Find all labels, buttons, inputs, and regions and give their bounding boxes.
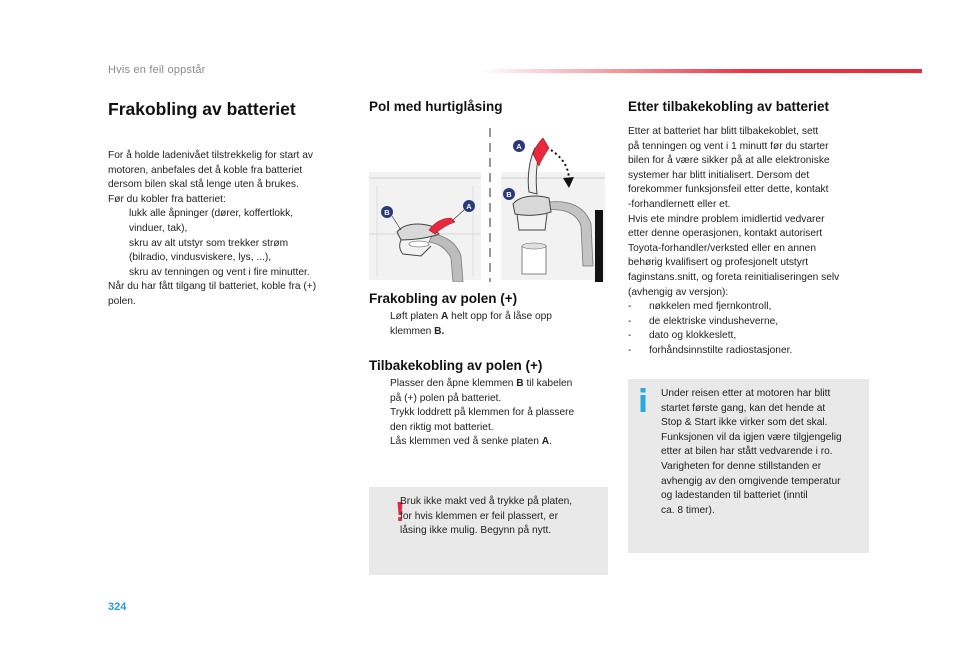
info-icon [638,388,648,412]
list-item: Plasser den åpne klemmen B til kabelen på (+) polen på batteriet. [369,377,609,406]
reconnect-steps [369,377,609,450]
after-reconnect-text: Etter at batteriet har blitt tilbakekoblet, sett på tenningen og vent i 1 minutt før du starter bilen for å være sikker på at alle elektroniske systemer har blitt initialisert. Dersom det forekommer funksjonsfeil etter dette, kontakt -forhandlernett eller et. Hvis ete mindre problem imidlertid vedvarer etter denne operasjonen, kontakt autorisert Toyota-forhandler/verksted eller en annen behørig kvalifisert og profesjonelt utstyrt faginstans.snitt, og foreta reinitialiseringen selv (avhengig av versjon): - nøkkelen med fjernkontroll, - de elektriske vindusheverne, - dato og klokkeslett, - forhåndsinnstilte radiostasjoner. [628,125,873,359]
list-item: lukk alle åpninger (dører, koffertlokk, vinduer, tak), [108,207,353,236]
svg-text:B: B [506,190,512,199]
battery-edge-right [595,210,603,282]
list-item: skru av tenningen og vent i fire minutter. [108,266,353,281]
section-title-disconnect-pole: Frakobling av polen (+) [369,291,518,306]
list-item: - dato og klokkeslett, [628,330,737,342]
list-item: Trykk loddrett på klemmen for å plassere den riktig mot batteriet. [369,406,609,435]
section-title-quick-lock: Pol med hurtiglåsing [369,99,503,114]
info-note: Under reisen etter at motoren har blitt startet første gang, kan det hende at Stop & Start ikke virker som det skal. Funksjonen vil da igjen være tilgjengelig etter at bilen har stått vedvarende i ro. Varigheten for denne stillstanden er avhengig av den omgivende temperatur og ladestanden til batteriet (inntil ca. 8 timer). [628,379,869,553]
battery-post [522,246,546,274]
chapter-title: Hvis en feil oppstår [108,64,206,76]
warning-note: Bruk ikke makt ved å trykke på platen, for hvis klemmen er feil plassert, er låsing ikke mulig. Begynn på nytt. [369,487,608,575]
section-title-reconnect-pole: Tilbakekobling av polen (+) [369,358,543,373]
bullet-icon [369,310,390,339]
bullet-icon [369,406,390,435]
bullet-icon [108,207,129,236]
list-item: - forhåndsinnstilte radiostasjoner. [628,344,793,356]
bullet-icon [369,377,390,406]
list-item: - nøkkelen med fjernkontroll, [628,301,772,313]
svg-text:A: A [466,202,472,211]
bullet-icon [369,435,390,450]
page-number: 324 [108,601,127,613]
section-title-disconnect-battery: Frakobling av batteriet [108,99,296,119]
list-item: - de elektriske vindusheverne, [628,315,779,327]
svg-text:A: A [516,142,522,151]
intro-text: For å holde ladenivået tilstrekkelig for start av motoren, anbefales det å koble fra batteriet dersom bilen skal stå lenge uten å brukes. Før du kobler fra batteriet: lukk alle åpninger (dører, koffertlokk, vinduer, tak), skru av alt utstyr som trekker strøm (bilradio, vindusviskere, lys, ...), skru av tenningen og vent i fire minutter. Når du har fått tilgang til batteriet, koble fra (+) polen. [108,149,353,310]
bullet-icon [108,237,129,266]
svg-text:B: B [384,208,390,217]
list-item: Løft platen A helt opp for å låse opp klemmen B. [369,310,604,339]
bullet-icon [108,266,129,281]
clamp-right [513,196,551,215]
list-item: Lås klemmen ved å senke platen A. [369,435,609,450]
header-rule [480,69,922,73]
list-item: skru av alt utstyr som trekker strøm (bilradio, vindusviskere, lys, ...), [108,237,353,266]
battery-clamp-illustration [369,126,605,282]
section-title-after-reconnect: Etter tilbakekobling av batteriet [628,99,830,114]
disconnect-steps [369,310,604,339]
